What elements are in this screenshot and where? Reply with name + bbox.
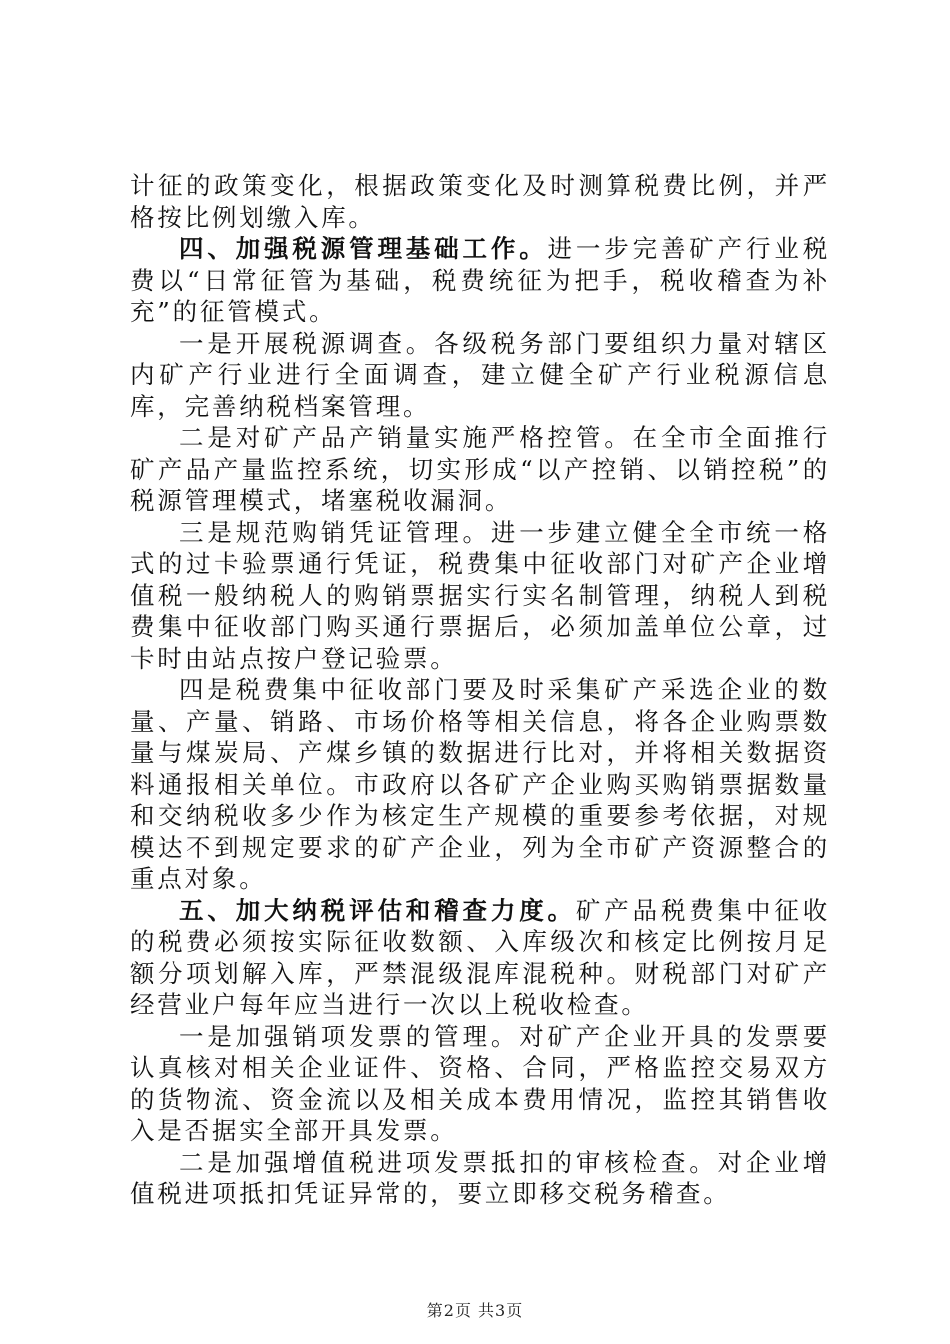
paragraph-heading: 五、加大纳税评估和稽查力度。 — [179, 895, 576, 925]
page-footer — [0, 1298, 950, 1321]
paragraph-1 — [130, 170, 830, 233]
paragraph-text: 一是开展税源调查。各级税务部门要组织力量对辖区内矿产行业进行全面调查，建立健全矿产行业税源信息库，完善纳税档案管理。 — [130, 328, 830, 421]
document-body — [130, 170, 830, 1210]
paragraph-heading: 四、加强税源管理基础工作。 — [179, 234, 548, 263]
paragraph-8 — [130, 1021, 830, 1147]
paragraph-6 — [130, 674, 830, 895]
paragraph-text: 矿产品税费集中征收的税费必须按实际征收数额、入库级次和核定比例按月足额分项划解入库，严禁混级混库混税种。财税部门对矿产经营业户每年应当进行一次以上税收检查。 — [130, 895, 831, 1019]
paragraph-9 — [130, 1147, 830, 1210]
paragraph-7 — [130, 895, 830, 1021]
paragraph-text: 二是加强增值税进项发票抵扣的审核检查。对企业增值税进项抵扣凭证异常的，要立即移交税务稽查。 — [130, 1147, 830, 1208]
paragraph-text: 一是加强销项发票的管理。对矿产企业开具的发票要认真核对相关企业证件、资格、合同，严格监控交易双方的货物流、资金流以及相关成本费用情况，监控其销售收入是否据实全部开具发票。 — [130, 1021, 830, 1145]
paragraph-2 — [130, 233, 830, 328]
paragraph-3 — [130, 328, 830, 423]
paragraph-text: 进一步完善矿产行业税费以“日常征管为基础，税费统征为把手，税收稽查为补充”的征管模式。 — [130, 234, 830, 326]
paragraph-4 — [130, 422, 830, 517]
paragraph-text: 二是对矿产品产销量实施严格控管。在全市全面推行矿产品产量监控系统，切实形成“以产控销、以销控税”的税源管理模式，堵塞税收漏洞。 — [130, 423, 830, 515]
paragraph-5 — [130, 517, 830, 675]
paragraph-text: 三是规范购销凭证管理。进一步建立健全全市统一格式的过卡验票通行凭证，税费集中征收部门对矿产企业增值税一般纳税人的购销票据实行实名制管理，纳税人到税费集中征收部门购买通行票据后，必须加盖单位公章，过卡时由站点按户登记验票。 — [130, 517, 830, 673]
page-number-label: 第2页 共3页 — [426, 1301, 524, 1320]
paragraph-text: 计征的政策变化，根据政策变化及时测算税费比例，并严格按比例划缴入库。 — [130, 171, 830, 232]
paragraph-text: 四是税费集中征收部门要及时采集矿产采选企业的数量、产量、销路、市场价格等相关信息，将各企业购票数量与煤炭局、产煤乡镇的数据进行比对，并将相关数据资料通报相关单位。市政府以各矿产企业购买购销票据数量和交纳税收多少作为核定生产规模的重要参考依据，对规模达不到规定要求的矿产企业，列为全市矿产资源整合的重点对象。 — [130, 675, 830, 893]
